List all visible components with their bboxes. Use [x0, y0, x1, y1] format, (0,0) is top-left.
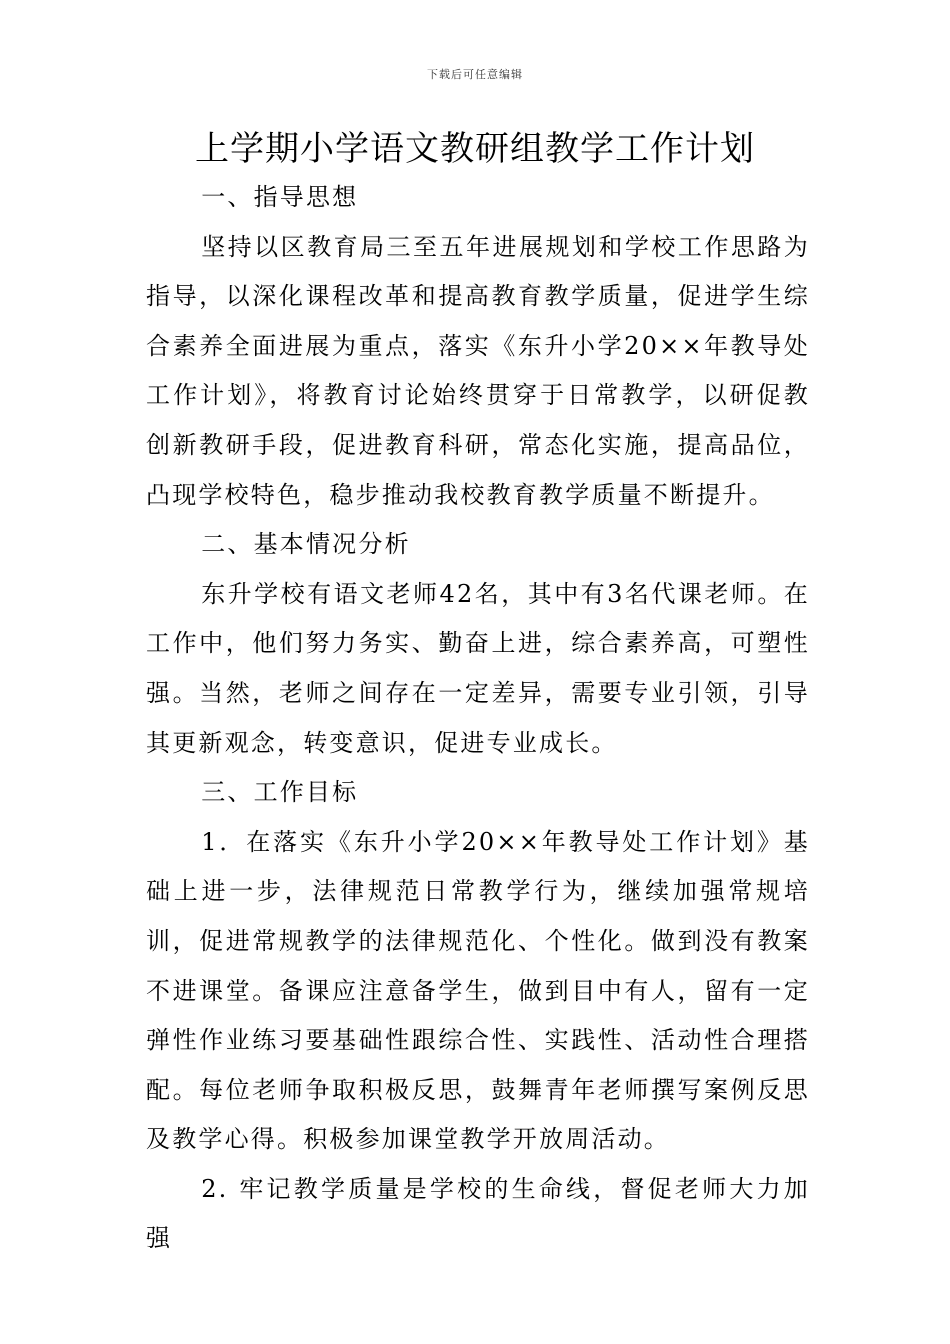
paragraph-guiding-ideology: 坚持以区教育局三至五年进展规划和学校工作思路为指导，以深化课程改革和提高教育教学质量，促进学生综合素养全面进展为重点，落实《东升小学20××年教导处工作计划》，将教育讨论始终贯穿于日常教学，以研促教创新教研手段，促进教育科研，常态化实施，提高品位，凸现学校特色，稳步推动我校教育教学质量不断提升。 [146, 232, 810, 509]
paragraph-work-goal-2: 2. 牢记教学质量是学校的生命线，督促老师大力加强 [146, 1174, 810, 1253]
header-note: 下载后可任意编辑 [427, 68, 523, 81]
section-heading-work-goals: 三、工作目标 [201, 778, 359, 807]
paragraph-situation-analysis: 东升学校有语文老师42名，其中有3名代课老师。在工作中，他们努力务实、勤奋上进，综合素养高，可塑性强。当然，老师之间存在一定差异，需要专业引领，引导其更新观念，转变意识，促进专业成长。 [146, 579, 810, 757]
paragraph-work-goal-1: 1．在落实《东升小学20××年教导处工作计划》基础上进一步，法律规范日常教学行为，继续加强常规培训，促进常规教学的法律规范化、个性化。做到没有教案不进课堂。备课应注意备学生，做到目中有人，留有一定弹性作业练习要基础性跟综合性、实践性、活动性合理搭配。每位老师争取积极反思，鼓舞青年老师撰写案例反思及教学心得。积极参加课堂教学开放周活动。 [146, 827, 810, 1154]
section-heading-guiding-ideology: 一、指导思想 [201, 183, 359, 211]
document-body [146, 173, 810, 1264]
section-heading-situation-analysis: 二、基本情况分析 [201, 530, 411, 559]
document-title: 上学期小学语文教研组教学工作计划 [195, 129, 755, 169]
